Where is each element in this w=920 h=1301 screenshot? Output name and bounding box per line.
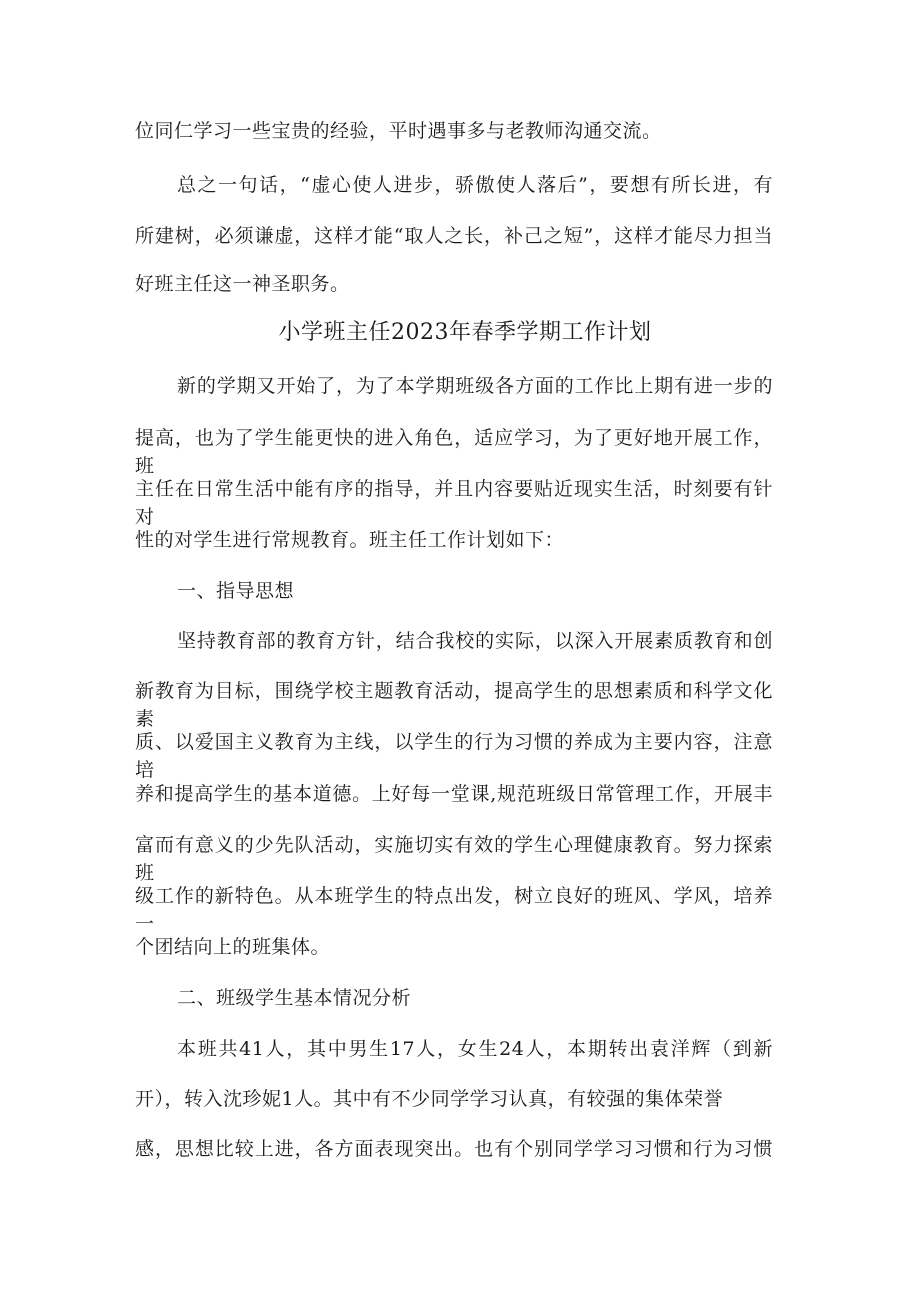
paragraph-line: 富而有意义的少先队活动，实施切实有效的学生心理健康教育。努力探索班 xyxy=(135,834,773,884)
paragraph-line: 坚持教育部的教育方针，结合我校的实际，以深入开展素质教育和创 xyxy=(177,630,773,652)
paragraph-line: 好班主任这一神圣职务。 xyxy=(135,273,350,295)
paragraph-line: 本班共41人，其中男生17人，女生24人，本期转出袁洋辉（到新 xyxy=(177,1038,773,1060)
paragraph-line: 总之一句话，“虚心使人进步，骄傲使人落后”，要想有所长进，有 xyxy=(177,174,773,196)
paragraph-line: 主任在日常生活中能有序的指导，并且内容要贴近现实生活，时刻要有针对 xyxy=(135,478,773,528)
section-heading: 二、班级学生基本情况分析 xyxy=(177,987,412,1009)
paragraph-line: 性的对学生进行常规教育。班主任工作计划如下： xyxy=(135,529,565,551)
paragraph-line: 养和提高学生的基本道德。上好每一堂课,规范班级日常管理工作，开展丰 xyxy=(135,783,773,805)
paragraph-line: 新教育为目标，围绕学校主题教育活动，提高学生的思想素质和科学文化素 xyxy=(135,680,773,730)
paragraph-line: 新的学期又开始了，为了本学期班级各方面的工作比上期有进一步的 xyxy=(177,375,773,397)
paragraph-line: 位同仁学习一些宝贵的经验，平时遇事多与老教师沟通交流。 xyxy=(135,120,662,142)
paragraph-line: 感，思想比较上进，各方面表现突出。也有个别同学学习习惯和行为习惯 xyxy=(135,1138,773,1160)
paragraph-line: 个团结向上的班集体。 xyxy=(135,936,331,958)
paragraph-line: 所建树，必须谦虚，这样才能“取人之长，补己之短”，这样才能尽力担当 xyxy=(135,225,773,247)
document-title: 小学班主任2023年春季学期工作计划 xyxy=(278,320,652,345)
paragraph-line: 提高，也为了学生能更快的进入角色，适应学习，为了更好地开展工作，班 xyxy=(135,427,773,477)
section-heading: 一、指导思想 xyxy=(177,580,295,602)
paragraph-line: 质、以爱国主义教育为主线，以学生的行为习惯的养成为主要内容，注意培 xyxy=(135,731,773,781)
paragraph-line: 级工作的新特色。从本班学生的特点出发，树立良好的班风、学风，培养一 xyxy=(135,885,773,935)
paragraph-line: 开），转入沈珍妮1人。其中有不少同学学习认真，有较强的集体荣誉 xyxy=(135,1088,724,1110)
